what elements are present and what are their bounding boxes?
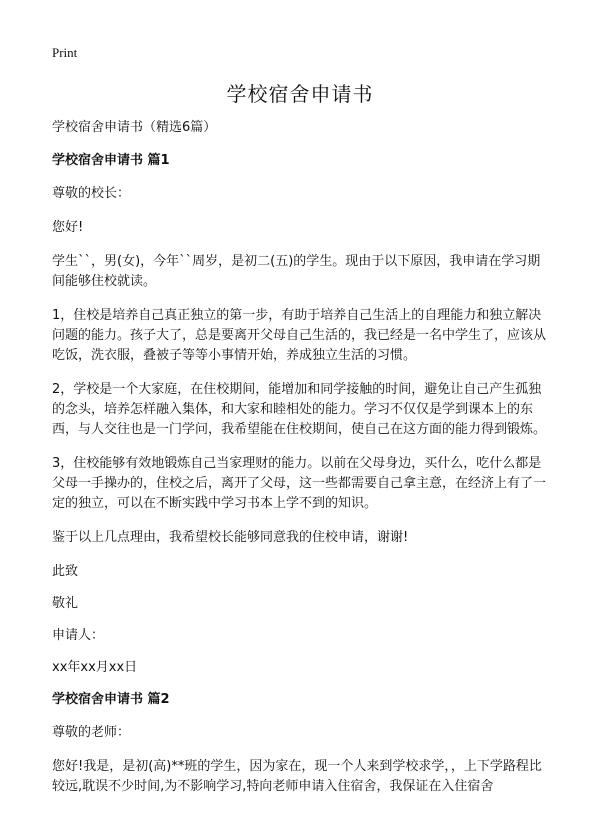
salutation: 尊敬的校长： <box>52 186 131 201</box>
closing-line: 敬礼 <box>52 596 79 611</box>
print-link[interactable]: Print <box>52 45 78 60</box>
section-heading-2: 学校宿舍申请书 篇2 <box>52 692 170 707</box>
document-subtitle: 学校宿舍申请书（精选6篇） <box>52 120 217 135</box>
paragraph: 3，住校能够有效地锻炼自己当家理财的能力。以前在父母身边，买什么，吃什么都是父母一手操办的，住校之后，离开了父母，这一些都需要自己拿主意，在经济上有了一定的独立，可以在不断实践中学习书本上学不到的知识。 <box>52 456 547 511</box>
page-title: 学校宿舍申请书 <box>226 82 374 106</box>
closing-line: 此致 <box>52 564 79 579</box>
salutation: 尊敬的老师： <box>52 725 131 740</box>
greeting: 您好! <box>52 220 84 235</box>
paragraph: 学生``，男(女)，今年``周岁，是初二(五)的学生。现由于以下原因，我申请在学习期间能够住校就读。 <box>52 254 541 289</box>
paragraph: 1，住校是培养自己真正独立的第一步，有助于培养自己生活上的自理能力和独立解决问题的能力。孩子大了，总是要离开父母自己生活的，我已经是一名中学生了，应该从吃饭，洗衣服，叠被子等等小事情开始，养成独立生活的习惯。 <box>52 308 547 363</box>
applicant-label: 申请人： <box>52 628 105 643</box>
date-line: xx年xx月xx日 <box>52 660 138 675</box>
document-body <box>52 118 552 811</box>
paragraph: 2，学校是一个大家庭，在住校期间，能增加和同学接触的时间，避免让自己产生孤独的念头，培养怎样融入集体，和大家和睦相处的能力。学习不仅仅是学到课本上的东西，与人交往也是一门学问，我希望能在住校期间，使自己在这方面的能力得到锻炼。 <box>52 382 547 437</box>
section-heading-1: 学校宿舍申请书 篇1 <box>52 153 170 168</box>
paragraph: 鉴于以上几点理由，我希望校长能够同意我的住校申请，谢谢! <box>52 530 409 545</box>
paragraph: 您好!我是，是初(高)**班的学生，因为家在，现一个人来到学校求学，，上下学路程比较远,耽误不少时间,为不影响学习,特向老师申请入住宿舍，我保证在入住宿舍 <box>52 759 542 794</box>
